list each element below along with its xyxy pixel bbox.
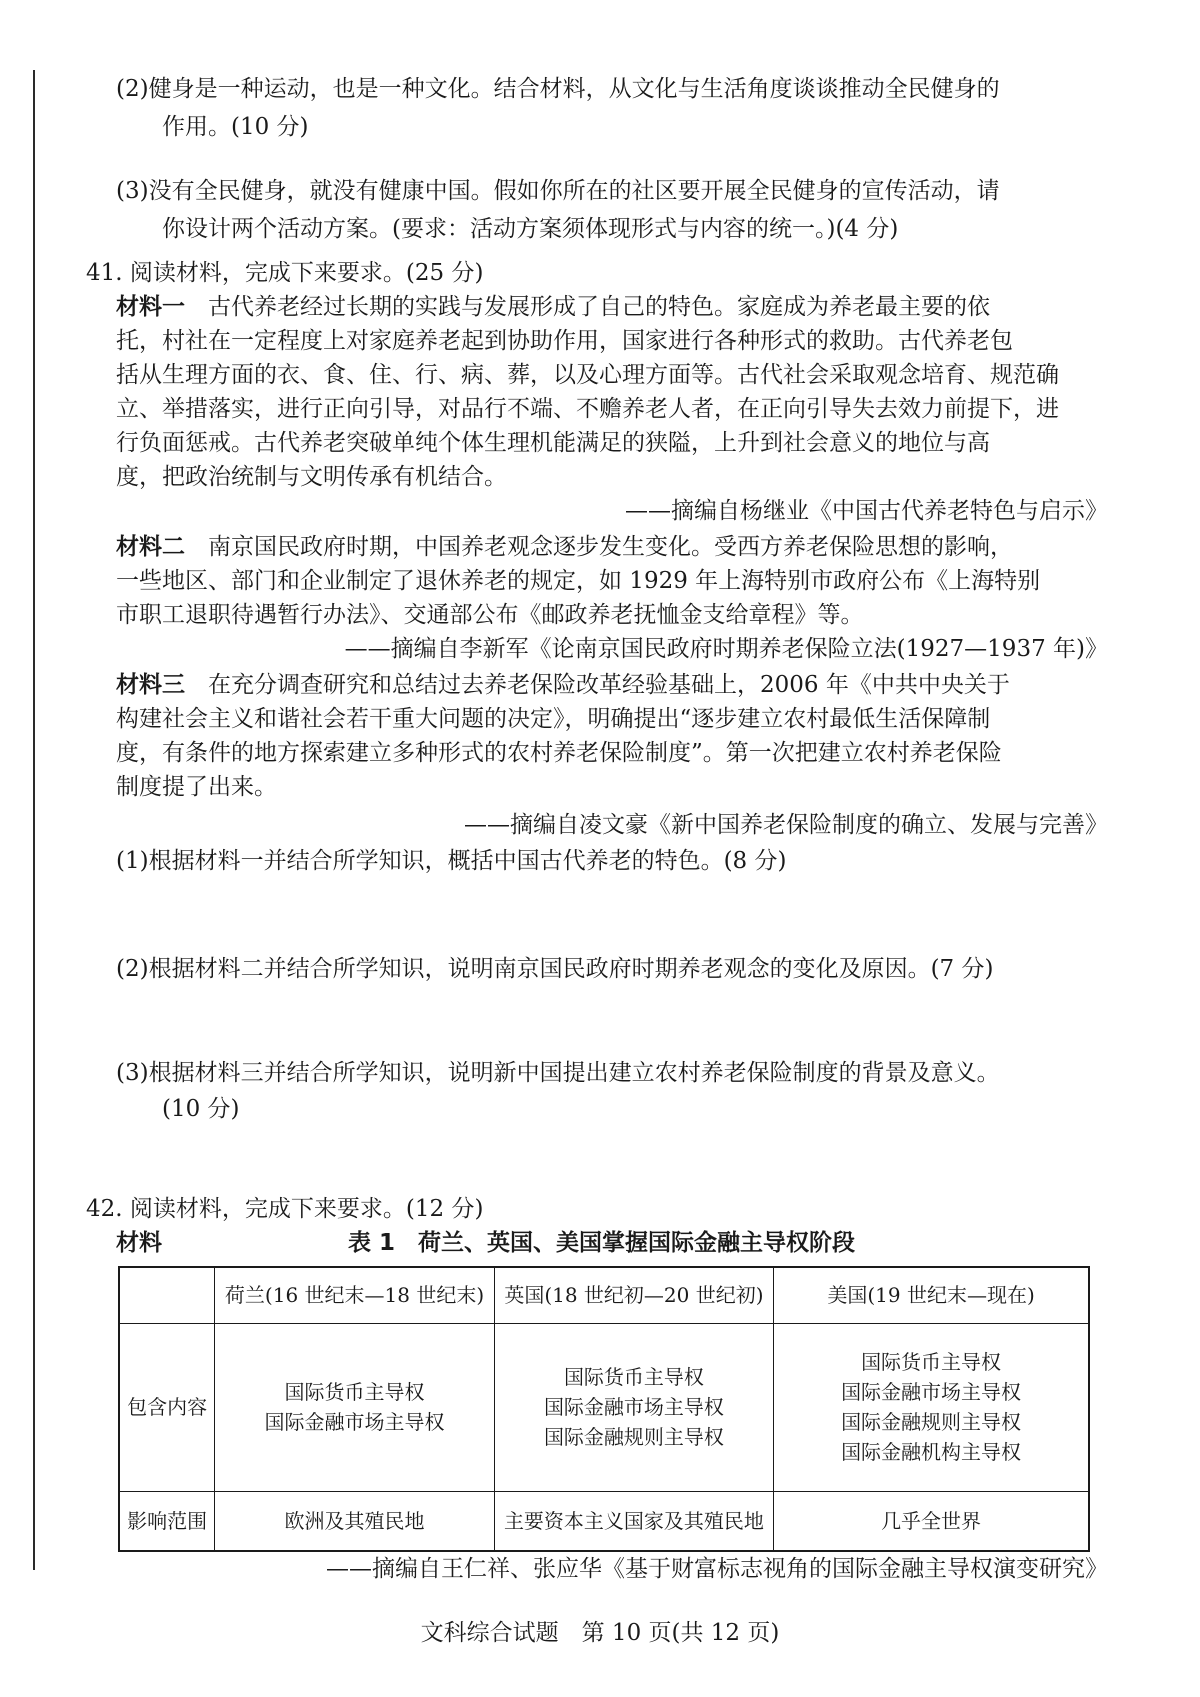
q41-sub3-line1: (3)根据材料三并结合所学知识，说明新中国提出建立农村养老保险制度的背景及意义。 — [116, 1060, 1000, 1086]
q41-sub3-line2: (10 分) — [162, 1096, 240, 1122]
q42-table-heading — [116, 1226, 856, 1260]
q42-source: ——摘编自王仁祥、张应华《基于财富标志视角的国际金融主导权演变研究》 — [326, 1556, 1108, 1582]
q41-material1-line3: 括从生理方面的衣、食、住、行、病、葬，以及心理方面等。古代社会采取观念培育、规范确 — [116, 362, 1059, 388]
q41-material3-source: ——摘编自凌文豪《新中国养老保险制度的确立、发展与完善》 — [464, 812, 1108, 838]
q41-material1-line5: 行负面惩戒。古代养老突破单纯个体生理机能满足的狭隘，上升到社会意义的地位与高 — [116, 430, 990, 456]
table-row — [119, 1491, 1089, 1551]
table-corner-cell — [119, 1267, 215, 1323]
table-cell: 几乎全世界 — [774, 1491, 1089, 1551]
table-row-label: 影响范围 — [119, 1491, 215, 1551]
q41-material3-line1: 材料三 在充分调查研究和总结过去养老保险改革经验基础上，2006 年《中共中央关于 — [116, 671, 1010, 698]
q41-material1-label: 材料一 — [116, 293, 185, 320]
q42-table-title: 表 1 荷兰、英国、美国掌握国际金融主导权阶段 — [348, 1230, 856, 1256]
table-cell: 国际货币主导权 国际金融市场主导权 国际金融规则主导权 国际金融机构主导权 — [774, 1323, 1089, 1491]
q41-material3-line4: 制度提了出来。 — [116, 774, 277, 800]
q41-material3-line3: 度，有条件的地方探索建立多种形式的农村养老保险制度”。第一次把建立农村养老保险 — [116, 740, 1002, 766]
q40-sub2-line2: 作用。(10 分) — [162, 114, 309, 140]
table-col-header: 英国(18 世纪初—20 世纪初) — [494, 1267, 773, 1323]
table-cell: 国际货币主导权 国际金融市场主导权 国际金融规则主导权 — [494, 1323, 773, 1491]
q41-material2-line1: 材料二 南京国民政府时期，中国养老观念逐步发生变化。受西方养老保险思想的影响， — [116, 533, 1013, 560]
table-row — [119, 1323, 1089, 1491]
q41-material1-line6: 度，把政治统制与文明传承有机结合。 — [116, 464, 507, 490]
table-cell: 欧洲及其殖民地 — [215, 1491, 494, 1551]
table-col-header: 荷兰(16 世纪末—18 世纪末) — [215, 1267, 494, 1323]
page-footer: 文科综合试题 第 10 页(共 12 页) — [420, 1620, 780, 1646]
q41-material3-line2: 构建社会主义和谐社会若干重大问题的决定》，明确提出“逐步建立农村最低生活保障制 — [116, 706, 991, 732]
q41-material1-line1: 材料一 古代养老经过长期的实践与发展形成了自己的特色。家庭成为养老最主要的依 — [116, 293, 990, 320]
table-header-row — [119, 1267, 1089, 1323]
table-row-label: 包含内容 — [119, 1323, 215, 1491]
q42-material-label: 材料 — [116, 1229, 162, 1256]
q41-sub1: (1)根据材料一并结合所学知识，概括中国古代养老的特色。(8 分) — [116, 848, 787, 874]
q40-sub3-line1: (3)没有全民健身，就没有健康中国。假如你所在的社区要开展全民健身的宣传活动，请 — [116, 178, 1000, 204]
q41-material2-source: ——摘编自李新军《论南京国民政府时期养老保险立法(1927—1937 年)》 — [344, 636, 1108, 662]
table-col-header: 美国(19 世纪末—现在) — [774, 1267, 1089, 1323]
q40-sub2-line1: (2)健身是一种运动，也是一种文化。结合材料，从文化与生活角度谈谈推动全民健身的 — [116, 76, 1000, 102]
q41-material2-line3: 市职工退职待遇暂行办法》、交通部公布《邮政养老抚恤金支给章程》等。 — [116, 602, 864, 628]
q41-header: 41. 阅读材料，完成下来要求。(25 分) — [86, 260, 484, 286]
table-cell: 主要资本主义国家及其殖民地 — [494, 1491, 773, 1551]
table-cell: 国际货币主导权 国际金融市场主导权 — [215, 1323, 494, 1491]
q42-header: 42. 阅读材料，完成下来要求。(12 分) — [86, 1196, 484, 1222]
q40-sub3-line2: 你设计两个活动方案。(要求：活动方案须体现形式与内容的统一。)(4 分) — [162, 216, 899, 242]
q41-material3-label: 材料三 — [116, 671, 185, 698]
q41-material2-line2: 一些地区、部门和企业制定了退休养老的规定，如 1929 年上海特别市政府公布《上海特别 — [116, 568, 1041, 594]
q41-sub2: (2)根据材料二并结合所学知识，说明南京国民政府时期养老观念的变化及原因。(7 分) — [116, 956, 994, 982]
margin-line — [33, 70, 35, 1570]
q41-material1-source: ——摘编自杨继业《中国古代养老特色与启示》 — [625, 498, 1108, 524]
q41-material1-line2: 托，村社在一定程度上对家庭养老起到协助作用，国家进行各种形式的救助。古代养老包 — [116, 328, 1013, 354]
q41-material2-label: 材料二 — [116, 533, 185, 560]
q41-material1-line4: 立、举措落实，进行正向引导，对品行不端、不赡养老人者，在正向引导失去效力前提下，进 — [116, 396, 1059, 422]
dominance-table — [118, 1266, 1090, 1552]
